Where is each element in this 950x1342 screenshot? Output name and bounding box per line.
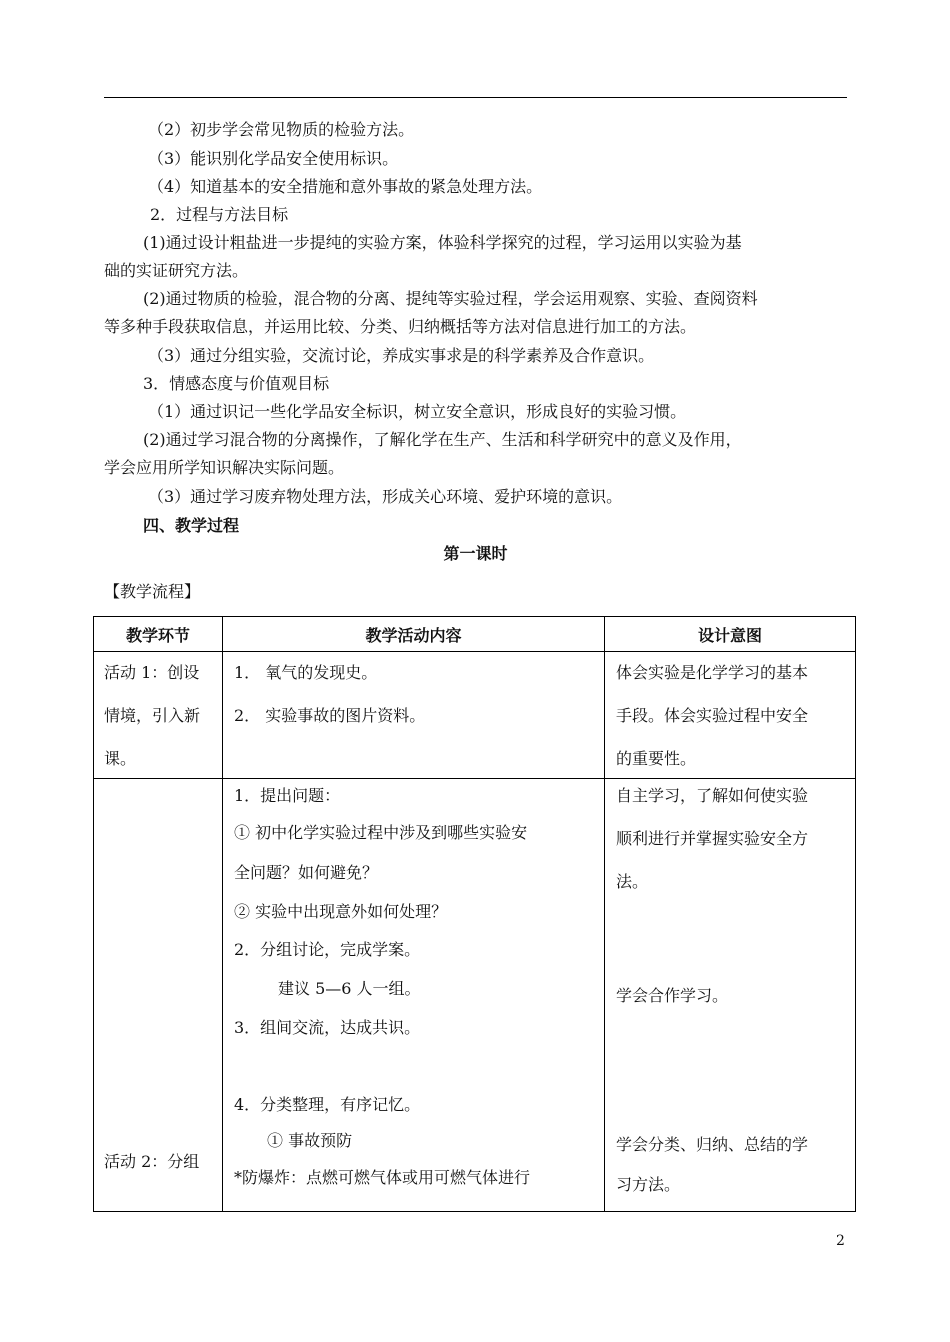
cell-text: *防爆炸：点燃可燃气体或用可燃气体进行	[234, 1168, 531, 1187]
header-rule	[104, 97, 847, 98]
cell-text: 学会合作学习。	[616, 986, 729, 1005]
cell-text: 1． 氧气的发现史。	[234, 663, 378, 682]
objective-line: （4）知道基本的安全措施和意外事故的紧急处理方法。	[148, 177, 543, 196]
objective-line: （3）通过分组实验，交流讨论，养成实事求是的科学素养及合作意识。	[148, 346, 655, 365]
header-content: 教学活动内容	[223, 617, 605, 652]
cell-text: 学会分类、归纳、总结的学	[616, 1135, 809, 1154]
stage-cell	[94, 652, 223, 779]
objective-line: （2）初步学会常见物质的检验方法。	[148, 120, 415, 139]
cell-text: 3．组间交流，达成共识。	[234, 1018, 421, 1037]
subsection-heading: 3．情感态度与价值观目标	[143, 374, 330, 393]
table-row	[94, 779, 856, 1212]
cell-text: 课。	[104, 749, 137, 768]
cell-text: 自主学习，了解如何使实验	[616, 786, 809, 805]
table-row	[94, 652, 856, 779]
subsection-heading: 2．过程与方法目标	[150, 205, 289, 224]
content-cell	[223, 779, 605, 1212]
teaching-flow-table	[93, 616, 856, 1212]
header-stage: 教学环节	[94, 617, 223, 652]
section-heading: 四、教学过程	[143, 516, 240, 535]
cell-text: 习方法。	[616, 1175, 681, 1194]
cell-text: 体会实验是化学学习的基本	[616, 663, 809, 682]
cell-text: 活动 1：创设	[104, 663, 200, 682]
lesson-title: 第一课时	[443, 544, 508, 563]
cell-text: 全问题？如何避免？	[234, 863, 379, 882]
cell-text: 情境，引入新	[104, 706, 201, 725]
flow-label: 【教学流程】	[104, 582, 201, 601]
table-header-row	[94, 617, 856, 652]
objective-line: (1)通过设计粗盐进一步提纯的实验方案，体验科学探究的过程，学习运用以实验为基	[143, 233, 742, 252]
intent-cell	[605, 779, 856, 1212]
cell-text: 法。	[616, 872, 649, 891]
header-intent: 设计意图	[605, 617, 856, 652]
objective-line: （3）通过学习废弃物处理方法，形成关心环境、爱护环境的意识。	[148, 487, 623, 506]
objective-line: 础的实证研究方法。	[104, 261, 249, 280]
cell-text: 2． 实验事故的图片资料。	[234, 706, 426, 725]
objective-line: (2)通过学习混合物的分离操作，了解化学在生产、生活和科学研究中的意义及作用，	[143, 430, 742, 449]
cell-text: 1．提出问题：	[234, 786, 341, 805]
cell-text: 活动 2：分组	[104, 1152, 200, 1171]
intent-cell	[605, 652, 856, 779]
objective-line: 学会应用所学知识解决实际问题。	[104, 458, 345, 477]
cell-text: ② 实验中出现意外如何处理？	[234, 902, 448, 921]
objective-line: (2)通过物质的检验，混合物的分离、提纯等实验过程，学会运用观察、实验、查阅资料	[143, 289, 758, 308]
cell-text: 2．分组讨论，完成学案。	[234, 940, 421, 959]
cell-text: ① 事故预防	[267, 1131, 353, 1150]
cell-text: 的重要性。	[616, 749, 697, 768]
stage-cell	[94, 779, 223, 1212]
content-cell	[223, 652, 605, 779]
objective-line: （3）能识别化学品安全使用标识。	[148, 149, 399, 168]
cell-text: 建议 5—6 人一组。	[278, 979, 421, 998]
cell-text: 手段。体会实验过程中安全	[616, 706, 809, 725]
objective-line: （1）通过识记一些化学品安全标识，树立安全意识，形成良好的实验习惯。	[148, 402, 687, 421]
cell-text: 顺利进行并掌握实验安全方	[616, 829, 809, 848]
page-number: 2	[836, 1233, 845, 1249]
cell-text: ① 初中化学实验过程中涉及到哪些实验安	[234, 823, 528, 842]
cell-text: 4．分类整理，有序记忆。	[234, 1095, 421, 1114]
objective-line: 等多种手段获取信息，并运用比较、分类、归纳概括等方法对信息进行加工的方法。	[104, 317, 697, 336]
